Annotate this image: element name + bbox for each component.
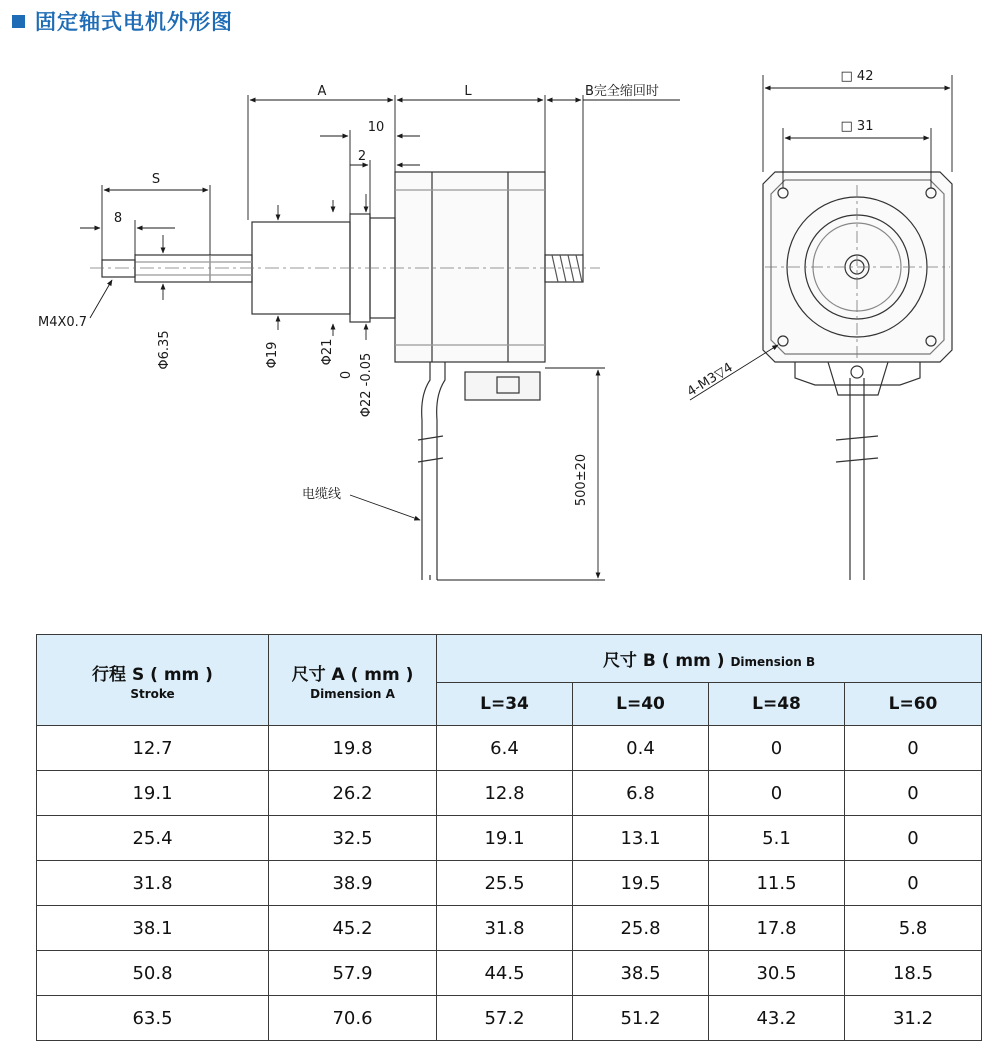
table-cell: 38.1 <box>37 906 269 951</box>
table-cell: 31.2 <box>845 996 982 1041</box>
dim-label-10: 10 <box>367 120 385 135</box>
header-dimension-a-en: Dimension A <box>310 686 395 701</box>
square-31-label: □ 31 <box>840 119 874 134</box>
table-row <box>37 951 982 996</box>
table-row <box>37 996 982 1041</box>
dim-label-A: A <box>317 84 327 99</box>
cable-length-label: 500±20 <box>574 453 589 507</box>
table-cell: 38.9 <box>269 861 437 906</box>
motor-outline-drawing <box>0 40 1000 600</box>
table-row <box>37 771 982 816</box>
title-bar <box>12 6 233 36</box>
square-42-label: □ 42 <box>840 69 874 84</box>
table-row <box>37 816 982 861</box>
table-cell: 25.8 <box>573 906 709 951</box>
table-cell: 31.8 <box>437 906 573 951</box>
table-cell: 43.2 <box>709 996 845 1041</box>
table-cell: 18.5 <box>845 951 982 996</box>
table-cell: 13.1 <box>573 816 709 861</box>
dim-label-2: 2 <box>357 149 367 164</box>
header-dimension-a-cn: 尺寸 A ( mm ) <box>291 664 414 685</box>
table-cell: 6.4 <box>437 726 573 771</box>
dia-635-label: Φ6.35 <box>157 330 172 370</box>
table-cell: 25.5 <box>437 861 573 906</box>
table-cell: 5.8 <box>845 906 982 951</box>
table-cell: 17.8 <box>709 906 845 951</box>
header-stroke-en: Stroke <box>130 686 175 701</box>
table-cell: 31.8 <box>37 861 269 906</box>
table-cell: 25.4 <box>37 816 269 861</box>
table-cell: 19.1 <box>437 816 573 861</box>
header-dimension-b-en: Dimension B <box>730 655 816 669</box>
table-cell: 19.8 <box>269 726 437 771</box>
dia-22-tol-top: 0 <box>339 370 354 380</box>
table-cell: 45.2 <box>269 906 437 951</box>
header-l-col: L=34 <box>437 683 573 726</box>
header-stroke <box>37 635 269 726</box>
header-dimension-a <box>269 635 437 726</box>
header-l-col: L=48 <box>709 683 845 726</box>
table-cell: 6.8 <box>573 771 709 816</box>
dim-label-B: B完全缩回时 <box>585 84 659 99</box>
header-l-col: L=60 <box>845 683 982 726</box>
table-cell: 0 <box>709 726 845 771</box>
table-cell: 32.5 <box>269 816 437 861</box>
table-row <box>37 861 982 906</box>
table-cell: 70.6 <box>269 996 437 1041</box>
table-cell: 38.5 <box>573 951 709 996</box>
table-cell: 12.8 <box>437 771 573 816</box>
dim-label-S: S <box>151 172 161 187</box>
dim-label-8: 8 <box>113 211 123 226</box>
header-l-col: L=40 <box>573 683 709 726</box>
header-dimension-b <box>437 635 982 683</box>
table-row <box>37 906 982 951</box>
dim-label-L: L <box>464 84 472 99</box>
table-cell: 57.2 <box>437 996 573 1041</box>
table-cell: 51.2 <box>573 996 709 1041</box>
dia-22-label: Φ22 -0.05 <box>359 352 374 418</box>
table-cell: 0 <box>845 771 982 816</box>
table-body <box>37 726 982 1041</box>
title-marker-icon <box>12 15 25 28</box>
mounting-holes-label: 4-M3▽4 <box>684 360 736 400</box>
table-cell: 19.5 <box>573 861 709 906</box>
dimension-table <box>36 634 982 1041</box>
table-cell: 57.9 <box>269 951 437 996</box>
table-cell: 63.5 <box>37 996 269 1041</box>
front-view <box>763 172 952 580</box>
table-cell: 0 <box>709 771 845 816</box>
page-title: 固定轴式电机外形图 <box>35 10 233 34</box>
table-cell: 44.5 <box>437 951 573 996</box>
table-cell: 12.7 <box>37 726 269 771</box>
table-cell: 30.5 <box>709 951 845 996</box>
table-cell: 19.1 <box>37 771 269 816</box>
table-cell: 5.1 <box>709 816 845 861</box>
header-dimension-b-cn: 尺寸 B ( mm ) <box>602 651 725 671</box>
dimension-table-wrapper <box>36 634 981 1041</box>
table-row <box>37 726 982 771</box>
dia-21-label: Φ21 <box>320 338 335 366</box>
table-cell: 0 <box>845 861 982 906</box>
table-cell: 11.5 <box>709 861 845 906</box>
cable-label: 电缆线 <box>302 487 342 502</box>
thread-label: M4X0.7 <box>38 315 88 330</box>
table-cell: 26.2 <box>269 771 437 816</box>
header-stroke-cn: 行程 S ( mm ) <box>92 664 213 685</box>
table-cell: 50.8 <box>37 951 269 996</box>
table-cell: 0.4 <box>573 726 709 771</box>
table-cell: 0 <box>845 726 982 771</box>
table-cell: 0 <box>845 816 982 861</box>
dia-19-label: Φ19 <box>265 341 280 369</box>
